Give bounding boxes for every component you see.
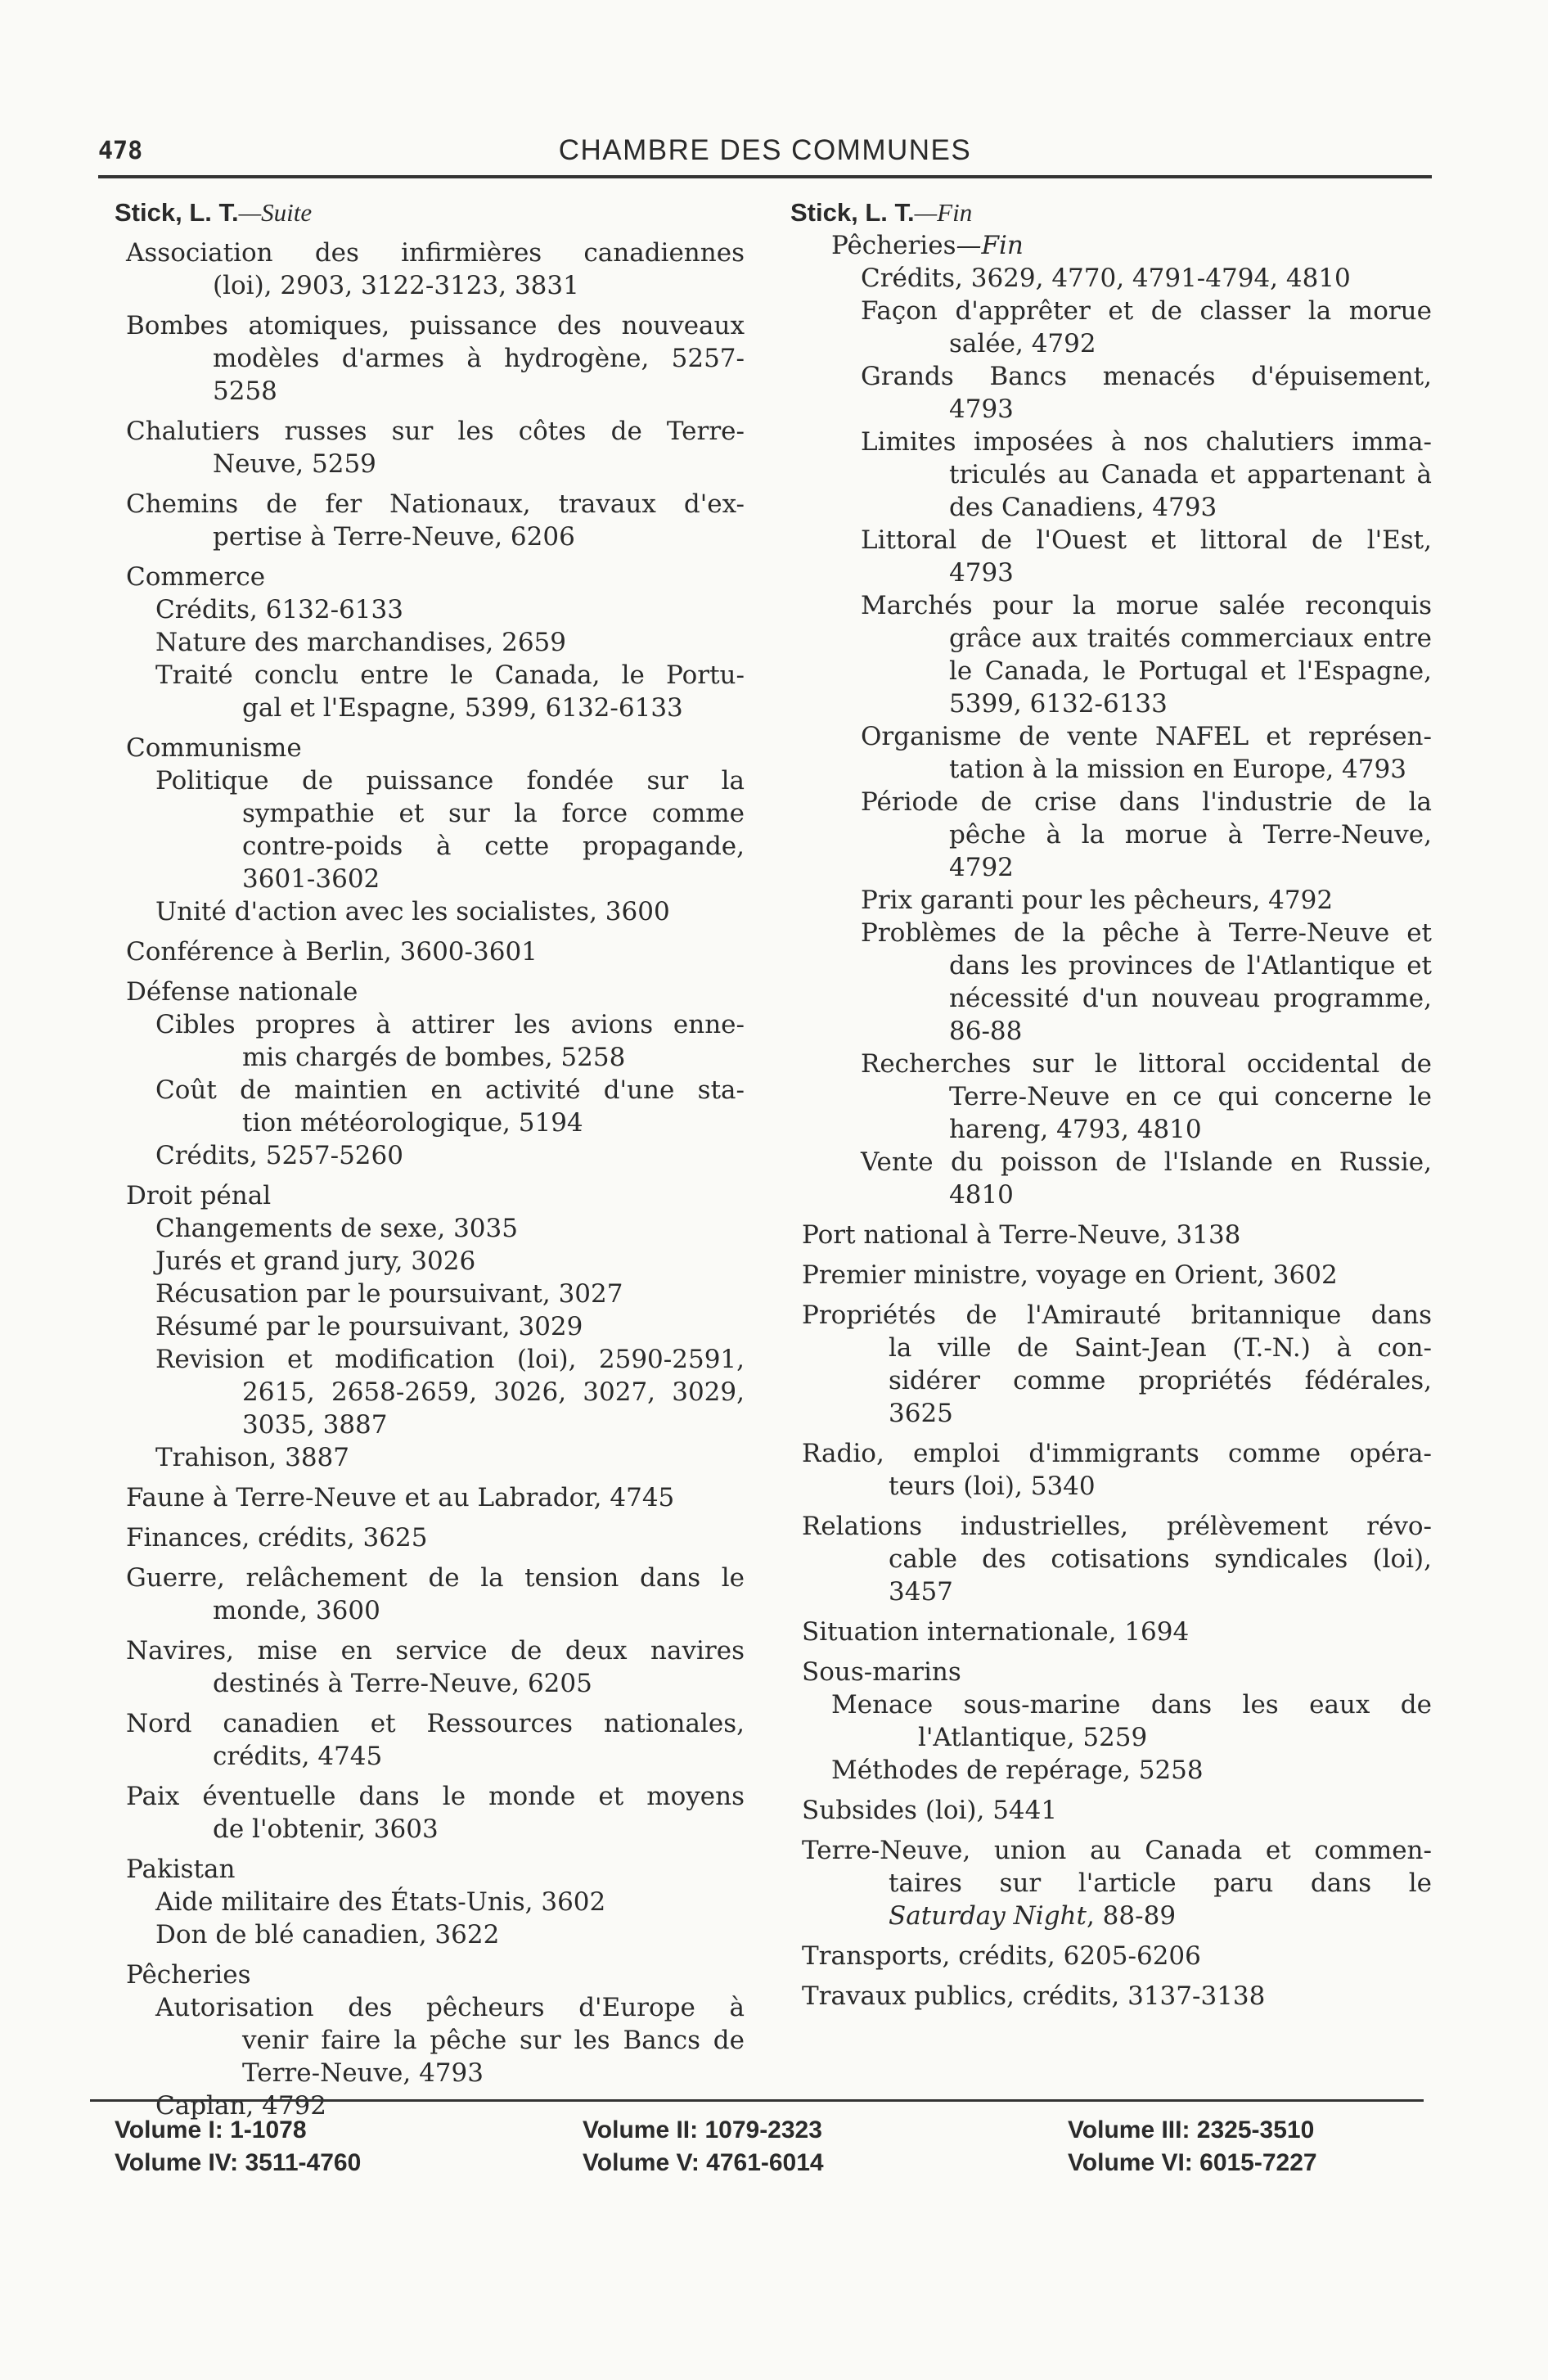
entry-line: Subsides (loi), 5441 <box>802 1796 1058 1825</box>
entry-continuation-line: sidérer comme propriétés fédérales, <box>889 1366 1432 1395</box>
right-column <box>790 196 1432 2013</box>
entry-line: Changements de sexe, 3035 <box>155 1214 518 1243</box>
page-number: 478 <box>98 137 143 165</box>
entry-continuation-line: 4793 <box>949 558 1014 588</box>
entry-line: Droit pénal <box>126 1181 272 1210</box>
entry-line: Travaux publics, crédits, 3137-3138 <box>802 1981 1266 2011</box>
entry-continuation-line: salée, 4792 <box>949 329 1096 358</box>
index-entry <box>115 488 745 553</box>
subheading-suffix: —Fin <box>956 231 1024 260</box>
index-entry <box>790 720 1432 786</box>
entry-line: Pakistan <box>126 1855 236 1884</box>
index-entry <box>115 1179 745 1212</box>
entry-line: Coût de maintien en activité d'une sta- <box>155 1075 745 1105</box>
index-entry <box>790 1146 1432 1211</box>
entry-line: Résumé par le poursuivant, 3029 <box>155 1312 583 1341</box>
page-header <box>98 126 1432 172</box>
subheading-name: Pêcheries <box>831 231 956 260</box>
index-entry <box>115 732 745 764</box>
index-entry <box>115 1959 745 1991</box>
index-entry <box>115 659 745 724</box>
entry-continuation-line: des Canadiens, 4793 <box>949 493 1217 522</box>
index-entry <box>115 1008 745 1074</box>
entry-continuation-line: monde, 3600 <box>213 1596 380 1625</box>
volume-label: Volume V: 4761-6014 <box>583 2149 824 2176</box>
entry-continuation-line: contre-poids à cette propagande, <box>242 832 745 861</box>
entry-line: Conférence à Berlin, 3600-3601 <box>126 937 538 967</box>
entry-line: Faune à Terre-Neuve et au Labrador, 4745 <box>126 1483 675 1512</box>
index-entry <box>115 1991 745 2089</box>
index-entry <box>115 1343 745 1441</box>
entry-line: Trahison, 3887 <box>155 1443 349 1472</box>
entry-continuation-line: la ville de Saint-Jean (T.-N.) à con- <box>889 1333 1432 1363</box>
index-entry <box>115 1521 745 1554</box>
volume-label: Volume IV: 3511-4760 <box>115 2149 362 2176</box>
left-column-heading <box>115 196 745 229</box>
entry-continuation-line: sympathie et sur la force comme <box>242 799 745 828</box>
entry-continuation-line: 4792 <box>949 853 1014 882</box>
entry-line: Relations industrielles, prélèvement révo- <box>802 1512 1432 1541</box>
index-entry <box>115 1634 745 1700</box>
volume-label: Volume I: 1-1078 <box>115 2116 307 2143</box>
entry-line: Unité d'action avec les socialistes, 3600 <box>155 897 670 926</box>
entry-line: Aide militaire des États-Unis, 3602 <box>155 1887 606 1917</box>
entry-continuation-line: pertise à Terre-Neuve, 6206 <box>213 522 575 552</box>
index-entry <box>790 1219 1432 1251</box>
right-subheading <box>790 229 1432 262</box>
entry-line: Littoral de l'Ouest et littoral de l'Est, <box>861 525 1432 555</box>
entry-line: Recherches sur le littoral occidental de <box>861 1049 1432 1079</box>
index-entry <box>115 415 745 480</box>
index-entry <box>790 1616 1432 1648</box>
entry-line: Problèmes de la pêche à Terre-Neuve et <box>861 918 1432 948</box>
entry-continuation-line: grâce aux traités commerciaux entre <box>949 624 1432 653</box>
entry-continuation-line: 3625 <box>889 1399 953 1428</box>
index-entry <box>790 426 1432 524</box>
index-entry <box>115 1886 745 1918</box>
entry-line: Crédits, 3629, 4770, 4791-4794, 4810 <box>861 264 1351 293</box>
index-entry <box>115 764 745 895</box>
index-entry <box>115 1707 745 1773</box>
entry-line: Façon d'apprêter et de classer la morue <box>861 296 1432 326</box>
entry-continuation-line: crédits, 4745 <box>213 1742 383 1771</box>
left-column <box>115 196 745 2122</box>
entry-continuation-line: taires sur l'article paru dans le <box>889 1868 1432 1898</box>
index-entry <box>115 1074 745 1139</box>
entry-line: Transports, crédits, 6205-6206 <box>802 1941 1201 1971</box>
entry-continuation-line: destinés à Terre-Neuve, 6205 <box>213 1669 592 1698</box>
entry-line: Propriétés de l'Amirauté britannique dans <box>802 1300 1432 1330</box>
running-title: CHAMBRE DES COMMUNES <box>558 134 972 166</box>
index-entry <box>790 786 1432 884</box>
index-entry <box>790 1299 1432 1430</box>
entry-line: Sous-marins <box>802 1657 961 1687</box>
entry-line: Commerce <box>126 562 266 592</box>
index-entry <box>790 1048 1432 1146</box>
entry-line: Don de blé canadien, 3622 <box>155 1920 500 1950</box>
entry-line: Bombes atomiques, puissance des nouveaux <box>126 311 745 340</box>
index-entry <box>790 1688 1432 1754</box>
entry-line: Menace sous-marine dans les eaux de <box>831 1690 1432 1720</box>
index-entry <box>790 917 1432 1048</box>
entry-continuation-line: 4793 <box>949 394 1014 424</box>
entry-continuation-line: Terre-Neuve en ce qui concerne le <box>949 1082 1432 1111</box>
entry-line: Grands Bancs menacés d'épuisement, <box>861 362 1432 391</box>
index-entry <box>790 1437 1432 1503</box>
entry-line: Finances, crédits, 3625 <box>126 1523 428 1553</box>
entry-continuation-line: 86-88 <box>949 1016 1023 1046</box>
footer-rule <box>90 2099 1424 2102</box>
index-entry <box>790 1259 1432 1291</box>
entry-line: Premier ministre, voyage en Orient, 3602 <box>802 1260 1338 1290</box>
entry-continuation-line: 5258 <box>213 376 277 406</box>
entry-line: Organisme de vente NAFEL et représen- <box>861 722 1432 751</box>
index-entry <box>115 1780 745 1846</box>
heading-suffix: —Suite <box>238 198 313 227</box>
entry-line: Caplan, 4792 <box>155 2091 327 2121</box>
entry-line: Chalutiers russes sur les côtes de Terre- <box>126 417 745 446</box>
index-entry <box>790 524 1432 589</box>
entry-continuation-line: tation à la mission en Europe, 4793 <box>949 755 1406 784</box>
left-entries <box>115 237 745 2122</box>
entry-line: Association des infirmières canadiennes <box>126 238 745 268</box>
index-entry <box>115 1918 745 1951</box>
entry-continuation-line: hareng, 4793, 4810 <box>949 1115 1202 1144</box>
index-entry <box>790 262 1432 295</box>
entry-continuation-line: teurs (loi), 5340 <box>889 1472 1096 1501</box>
entry-line: Chemins de fer Nationaux, travaux d'ex- <box>126 489 745 519</box>
entry-line: Navires, mise en service de deux navires <box>126 1636 745 1666</box>
index-entry <box>115 561 745 593</box>
entry-continuation-line: de l'obtenir, 3603 <box>213 1814 439 1844</box>
index-entry <box>115 1562 745 1627</box>
entry-line: Récusation par le poursuivant, 3027 <box>155 1279 623 1309</box>
index-entry <box>790 295 1432 360</box>
index-entry <box>115 1139 745 1172</box>
entry-line: Autorisation des pêcheurs d'Europe à <box>155 1993 745 2022</box>
index-entry <box>115 1853 745 1886</box>
entry-continuation-line: venir faire la pêche sur les Bancs de <box>242 2026 745 2055</box>
index-entry <box>115 593 745 626</box>
index-entry <box>115 976 745 1008</box>
index-entry <box>115 1441 745 1474</box>
index-entry <box>790 1940 1432 1972</box>
entry-continuation-line: le Canada, le Portugal et l'Espagne, <box>949 656 1432 686</box>
index-entry <box>790 1834 1432 1932</box>
index-entry <box>790 360 1432 426</box>
entry-line: Jurés et grand jury, 3026 <box>155 1246 476 1276</box>
entry-line: Défense nationale <box>126 977 358 1007</box>
entry-line: Situation internationale, 1694 <box>802 1617 1190 1647</box>
right-entries <box>790 262 1432 2013</box>
entry-line: Cibles propres à attirer les avions enne- <box>155 1010 745 1039</box>
entry-continuation-line: modèles d'armes à hydrogène, 5257- <box>213 344 745 373</box>
heading-name: Stick, L. T. <box>790 198 915 227</box>
header-rule <box>98 175 1432 178</box>
entry-line: Revision et modification (loi), 2590-2591, <box>155 1345 745 1374</box>
index-entry <box>790 1754 1432 1787</box>
entry-continuation-line: Terre-Neuve, 4793 <box>242 2058 484 2088</box>
entry-continuation-line: tion météorologique, 5194 <box>242 1108 583 1138</box>
entry-continuation-line: 5399, 6132-6133 <box>949 689 1168 719</box>
entry-line: Limites imposées à nos chalutiers imma- <box>861 427 1432 457</box>
entry-line: Communisme <box>126 733 302 763</box>
index-entry <box>790 884 1432 917</box>
entry-line: Vente du poisson de l'Islande en Russie, <box>861 1147 1432 1177</box>
entry-continuation-line: 2615, 2658-2659, 3026, 3027, 3029, <box>242 1377 745 1407</box>
volume-label: Volume II: 1079-2323 <box>583 2116 822 2143</box>
entry-continuation-line: triculés au Canada et appartenant à <box>949 460 1432 489</box>
index-entry <box>790 1794 1432 1827</box>
entry-line: Traité conclu entre le Canada, le Portu- <box>155 660 745 690</box>
entry-continuation-line: 3035, 3887 <box>242 1410 388 1440</box>
heading-suffix: —Fin <box>914 198 973 227</box>
entry-line: Politique de puissance fondée sur la <box>155 766 745 796</box>
entry-continuation-line: l'Atlantique, 5259 <box>918 1723 1148 1752</box>
entry-continuation-line: Saturday Night, 88-89 <box>889 1901 1177 1931</box>
volume-label: Volume VI: 6015-7227 <box>1068 2149 1317 2176</box>
entry-line: Terre-Neuve, union au Canada et commen- <box>802 1836 1432 1865</box>
entry-continuation-line: Neuve, 5259 <box>213 449 376 479</box>
entry-line: Prix garanti pour les pêcheurs, 4792 <box>861 886 1334 915</box>
entry-continuation-line: 3601-3602 <box>242 864 380 894</box>
entry-continuation-line: nécessité d'un nouveau programme, <box>949 984 1432 1013</box>
entry-continuation-line: dans les provinces de l'Atlantique et <box>949 951 1432 980</box>
index-entry <box>115 309 745 408</box>
entry-line: Nature des marchandises, 2659 <box>155 628 566 657</box>
entry-line: Port national à Terre-Neuve, 3138 <box>802 1220 1241 1250</box>
index-entry <box>115 1245 745 1278</box>
entry-line: Période de crise dans l'industrie de la <box>861 787 1432 817</box>
entry-line: Paix éventuelle dans le monde et moyens <box>126 1782 745 1811</box>
entry-continuation-line: 3457 <box>889 1577 953 1607</box>
index-entry <box>115 1278 745 1310</box>
entry-continuation-line: pêche à la morue à Terre-Neuve, <box>949 820 1432 850</box>
index-entry <box>115 895 745 928</box>
index-entry <box>115 1481 745 1514</box>
index-entry <box>115 935 745 968</box>
index-entry <box>790 1980 1432 2013</box>
entry-line: Pêcheries <box>126 1960 251 1990</box>
entry-line: Nord canadien et Ressources nationales, <box>126 1709 745 1738</box>
index-entry <box>115 237 745 302</box>
entry-continuation-line: cable des cotisations syndicales (loi), <box>889 1544 1432 1574</box>
entry-line: Crédits, 6132-6133 <box>155 595 403 624</box>
entry-line: Marchés pour la morue salée reconquis <box>861 591 1432 620</box>
volume-label: Volume III: 2325-3510 <box>1068 2116 1315 2143</box>
entry-line: Crédits, 5257-5260 <box>155 1141 403 1170</box>
index-entry <box>115 626 745 659</box>
index-entry <box>790 1510 1432 1608</box>
entry-line: Radio, emploi d'immigrants comme opéra- <box>802 1439 1432 1468</box>
entry-line: Méthodes de repérage, 5258 <box>831 1756 1204 1785</box>
index-entry <box>790 589 1432 720</box>
index-entry <box>115 1212 745 1245</box>
entry-continuation-line: (loi), 2903, 3122-3123, 3831 <box>213 271 579 300</box>
heading-name: Stick, L. T. <box>115 198 239 227</box>
index-entry <box>115 1310 745 1343</box>
right-column-heading <box>790 196 1432 229</box>
index-entry <box>790 1656 1432 1688</box>
entry-continuation-line: 4810 <box>949 1180 1014 1210</box>
entry-continuation-line: mis chargés de bombes, 5258 <box>242 1043 626 1072</box>
entry-line: Guerre, relâchement de la tension dans le <box>126 1563 745 1593</box>
entry-continuation-line: gal et l'Espagne, 5399, 6132-6133 <box>242 693 683 723</box>
